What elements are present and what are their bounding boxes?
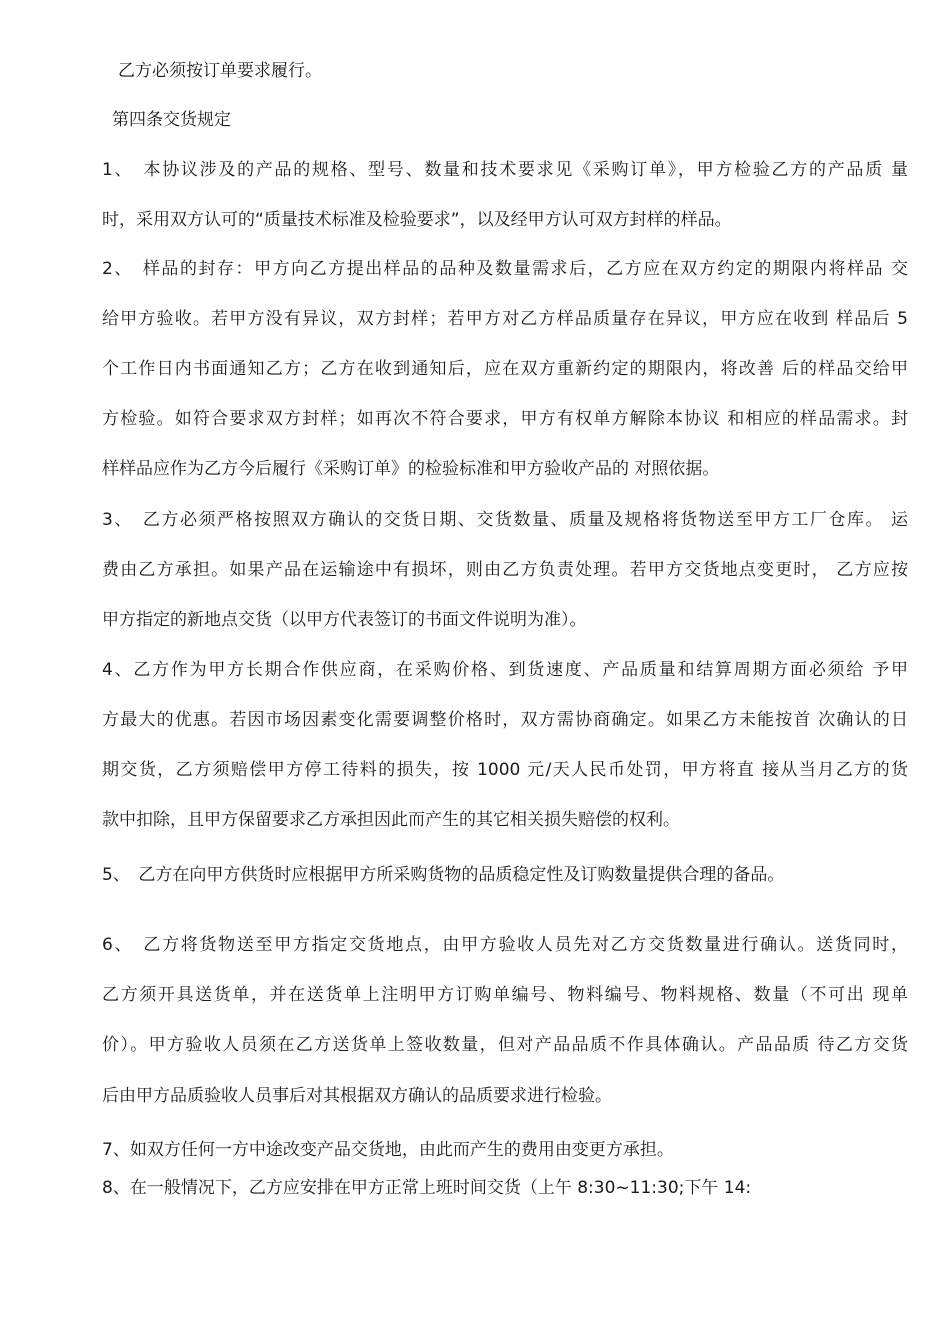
clause-2-line-5: 样样品应作为乙方今后履行《采购订单》的检验标准和甲方验收产品的 对照依据。 — [102, 459, 720, 479]
section-title — [112, 110, 231, 130]
section-title-prefix: 第四条 — [112, 110, 163, 130]
clause-2-line-1: 2、 样品的封存：甲方向乙方提出样品的品种及数量需求后，乙方应在双方约定的期限内将样品 交 — [102, 259, 908, 279]
clause-7-line-1: 7、如双方任何一方中途改变产品交货地，由此而产生的费用由变更方承担。 — [102, 1140, 674, 1160]
clause-6-line-1: 6、 乙方将货物送至甲方指定交货地点，由甲方验收人员先对乙方交货数量进行确认。送货同时， — [102, 935, 908, 955]
clause-3-line-2: 费由乙方承担。如果产品在运输途中有损坏，则由乙方负责处理。若甲方交货地点变更时， 乙方应按 — [102, 560, 908, 580]
section-title-rest: 交货规定 — [163, 110, 231, 130]
clause-4-line-3: 期交货，乙方须赔偿甲方停工待料的损失，按 1000 元/天人民币处罚，甲方将直 接从当月乙方的货 — [102, 760, 908, 780]
clause-3-line-3: 甲方指定的新地点交货（以甲方代表签订的书面文件说明为准）。 — [102, 610, 587, 630]
clause-4-line-1: 4、乙方作为甲方长期合作供应商，在采购价格、到货速度、产品质量和结算周期方面必须给 予甲 — [102, 660, 908, 680]
clause-6-line-2: 乙方须开具送货单，并在送货单上注明甲方订购单编号、物料编号、物料规格、数量（不可出 现单 — [102, 985, 908, 1005]
clause-6-line-4: 后由甲方品质验收人员事后对其根据双方确认的品质要求进行检验。 — [102, 1086, 612, 1106]
intro-line: 乙方必须按订单要求履行。 — [118, 61, 322, 81]
clause-3-line-1: 3、 乙方必须严格按照双方确认的交货日期、交货数量、质量及规格将货物送至甲方工厂仓库。 运 — [102, 510, 908, 530]
clause-8-line-1: 8、在一般情况下，乙方应安排在甲方正常上班时间交货（上午 8:30~11:30;下午 14: — [102, 1178, 752, 1198]
clause-4-line-4: 款中扣除，且甲方保留要求乙方承担因此而产生的其它相关损失赔偿的权利。 — [102, 810, 680, 830]
clause-1-line-1: 1、 本协议涉及的产品的规格、型号、数量和技术要求见《采购订单》，甲方检验乙方的产品质 量 — [102, 160, 908, 180]
clause-2-line-2: 给甲方验收。若甲方没有异议，双方封样；若甲方对乙方样品质量存在异议，甲方应在收到 样品后 5 — [102, 309, 908, 329]
clause-5-line-1: 5、 乙方在向甲方供货时应根据甲方所采购货物的品质稳定性及订购数量提供合理的备品。 — [102, 865, 785, 885]
clause-2-line-4: 方检验。如符合要求双方封样；如再次不符合要求，甲方有权单方解除本协议 和相应的样品需求。封 — [102, 409, 908, 429]
clause-4-line-2: 方最大的优惠。若因市场因素变化需要调整价格时，双方需协商确定。如果乙方未能按首 次确认的日 — [102, 710, 908, 730]
clause-6-line-3: 价）。甲方验收人员须在乙方送货单上签收数量，但对产品品质不作具体确认。产品品质 待乙方交货 — [102, 1035, 908, 1055]
clause-2-line-3: 个工作日内书面通知乙方；乙方在收到通知后，应在双方重新约定的期限内，将改善 后的样品交给甲 — [102, 359, 908, 379]
clause-1-line-2: 时，采用双方认可的“质量技术标准及检验要求”，以及经甲方认可双方封样的样品。 — [102, 210, 732, 230]
